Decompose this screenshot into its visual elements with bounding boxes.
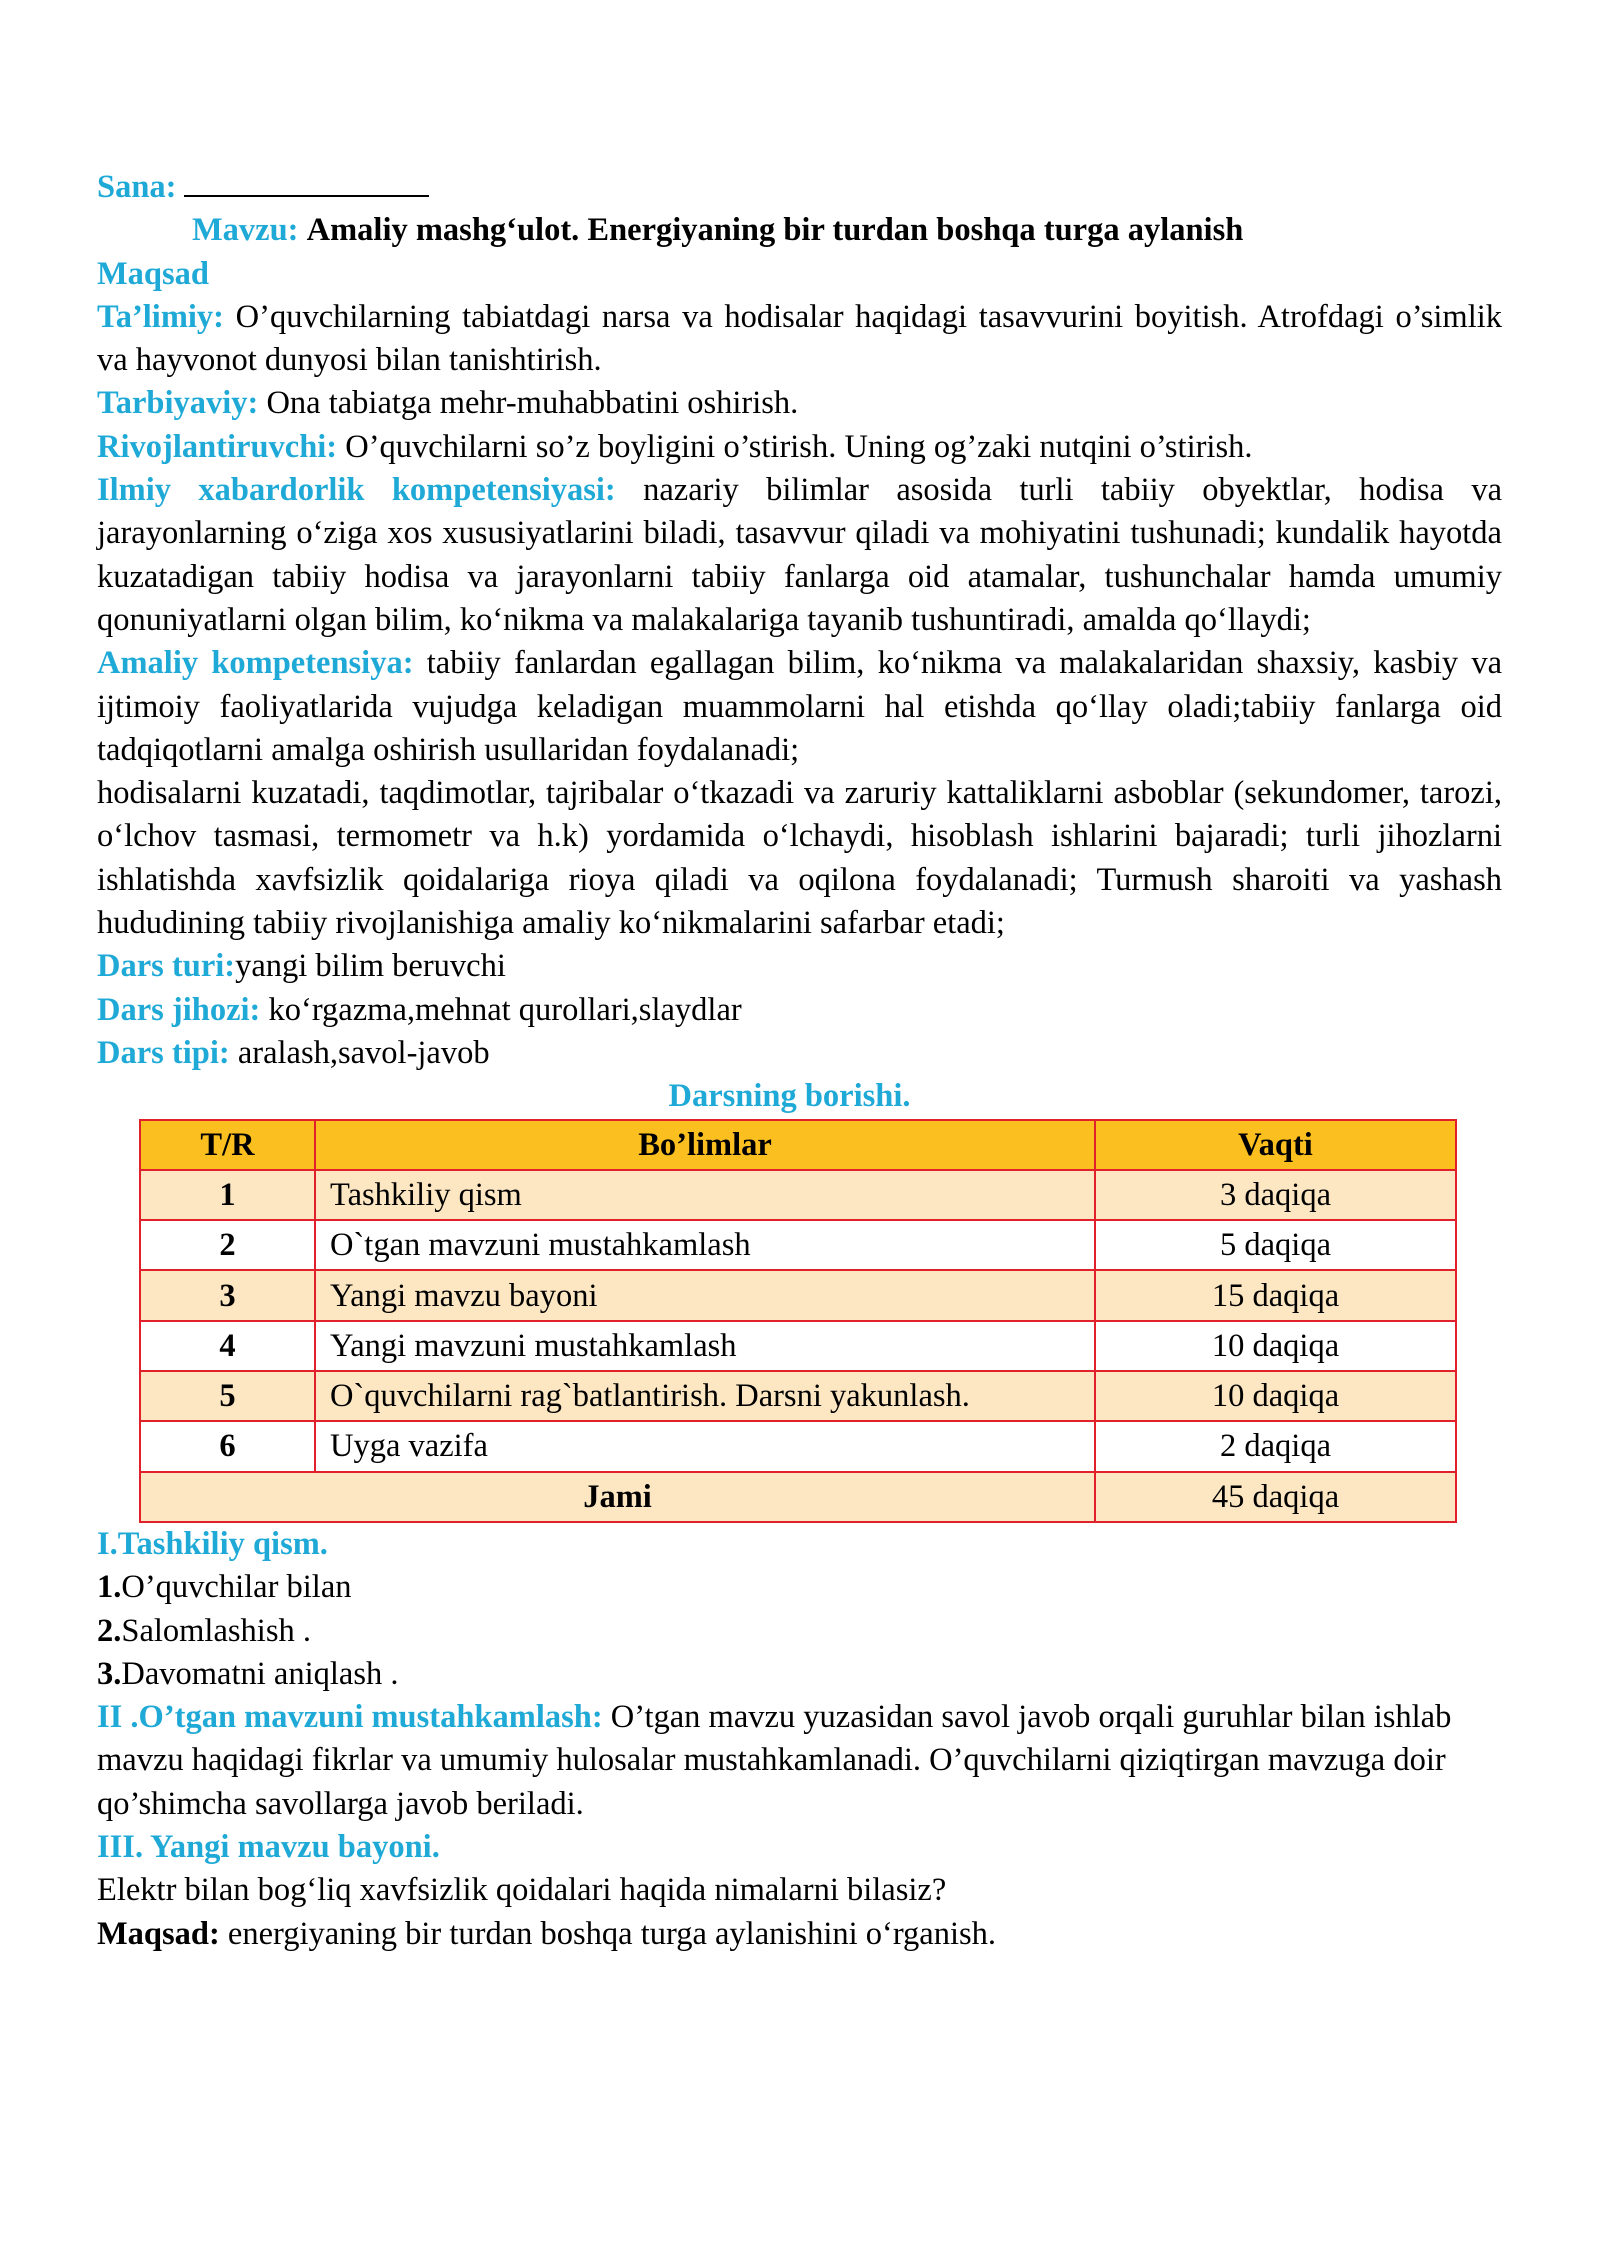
- educational-goal: [97, 296, 1502, 383]
- table-total-row: [140, 1472, 1456, 1522]
- list-item-text: Davomatni aniqlash .: [121, 1655, 399, 1692]
- part3-question: Elektr bilan bog‘liq xavfsizlik qoidalari haqida nimalarni bilasiz?: [97, 1872, 947, 1909]
- part2-paragraph: [97, 1696, 1502, 1826]
- topic-title: Amaliy mashg‘ulot. Energiyaning bir turdan boshqa turga aylanish: [306, 212, 1244, 249]
- lesson-flow-heading: Darsning borishi.: [668, 1078, 911, 1115]
- row-number: 6: [140, 1421, 315, 1471]
- scientific-competence: [97, 469, 1502, 642]
- date-line: [97, 165, 1502, 209]
- upbringing-goal: [97, 382, 1502, 425]
- table-row: [140, 1371, 1456, 1421]
- col-header-time: Vaqti: [1095, 1120, 1456, 1170]
- row-number: 3: [140, 1270, 315, 1320]
- total-label: Jami: [140, 1472, 1095, 1522]
- date-blank: [184, 165, 429, 197]
- row-number: 1: [140, 1170, 315, 1220]
- part3-goal: [97, 1913, 1502, 1956]
- list-item-number: 3.: [97, 1655, 122, 1692]
- table-row: [140, 1421, 1456, 1471]
- list-item-number: 1.: [97, 1569, 122, 1606]
- practical-competence-text-1: tabiiy fanlardan egallagan bilim, ko‘nikma va malakalaridan shaxsiy, kasbiy va ijtimoiy faoliyatlarida vujudga keladigan muammolarni hal etishda qo‘llay oladi;tabiiy fanlarga oid tadqiqotlarni amalga oshirish usullaridan foydalanadi;: [97, 645, 1503, 768]
- lesson-type-text: yangi bilim beruvchi: [235, 948, 506, 985]
- lesson-type-label: Dars turi:: [97, 948, 236, 985]
- row-section: O`tgan mavzuni mustahkamlash: [315, 1220, 1095, 1270]
- lesson-plan-page: [97, 165, 1502, 1956]
- table-row: [140, 1321, 1456, 1371]
- part3-goal-text: energiyaning bir turdan boshqa turga aylanishini o‘rganish.: [227, 1915, 997, 1952]
- upbringing-goal-text: Ona tabiatga mehr-muhabbatini oshirish.: [266, 385, 799, 422]
- row-section: Yangi mavzu bayoni: [315, 1270, 1095, 1320]
- lesson-equipment: [97, 989, 1502, 1032]
- topic-label: Mavzu:: [192, 212, 299, 249]
- row-time: 3 daqiqa: [1095, 1170, 1456, 1220]
- part3-goal-label: Maqsad:: [97, 1915, 220, 1952]
- row-section: Tashkiliy qism: [315, 1170, 1095, 1220]
- practical-competence: [97, 642, 1502, 772]
- educational-goal-text: O’quvchilarning tabiatdagi narsa va hodisalar haqidagi tasavvurini boyitish. Atrofdagi o’simlik va hayvonot dunyosi bilan tanishtirish.: [97, 298, 1502, 379]
- part2-text: O’tgan mavzu yuzasidan savol javob orqali guruhlar bilan ishlab mavzu haqidagi fikrlar va umumiy hulosalar mustahkamlanadi. O’quvchilarni qiziqtirgan mavzuga doir qo’shimcha savollarga javob beriladi.: [97, 1699, 1452, 1822]
- lesson-plan-table: [139, 1119, 1457, 1523]
- row-section: O`quvchilarni rag`batlantirish. Darsni yakunlash.: [315, 1371, 1095, 1421]
- lesson-type: [97, 945, 1502, 988]
- developmental-goal: [97, 426, 1502, 469]
- list-item-text: Salomlashish .: [121, 1612, 311, 1649]
- table-row: [140, 1270, 1456, 1320]
- row-section: Uyga vazifa: [315, 1421, 1095, 1471]
- scientific-competence-label: Ilmiy xabardorlik kompetensiyasi:: [97, 472, 616, 509]
- part3-heading: III. Yangi mavzu bayoni.: [97, 1828, 440, 1865]
- scientific-competence-text: nazariy bilimlar asosida turli tabiiy obyektlar, hodisa va jarayonlarning o‘ziga xos xususiyatlarini biladi, tasavvur qiladi va mohiyatini tushunadi; kundalik hayotda kuzatadigan tabiiy hodisa va jarayonlarni tabiiy fanlarga oid atamalar, tushunchalar hamda umumiy qonuniyatlarni olgan bilim, ko‘nikma va malakalariga tayanib tushuntiradi, amalda qo‘llaydi;: [97, 472, 1503, 638]
- educational-goal-label: Ta’limiy:: [97, 298, 225, 335]
- goal-heading: Maqsad: [97, 255, 209, 292]
- col-header-sections: Bo’limlar: [315, 1120, 1095, 1170]
- list-item: [97, 1653, 1502, 1696]
- part2-label: II .O’tgan mavzuni mustahkamlash:: [97, 1699, 603, 1736]
- row-time: 10 daqiqa: [1095, 1321, 1456, 1371]
- lesson-equipment-label: Dars jihozi:: [97, 991, 261, 1028]
- row-number: 5: [140, 1371, 315, 1421]
- lesson-kind: [97, 1032, 1502, 1075]
- developmental-goal-text: O’quvchilarni so’z boyligini o’stirish. Uning og’zaki nutqini o’stirish.: [345, 428, 1253, 465]
- part1-heading: I.Tashkiliy qism.: [97, 1525, 328, 1562]
- developmental-goal-label: Rivojlantiruvchi:: [97, 428, 338, 465]
- date-label: Sana:: [97, 169, 177, 205]
- list-item: [97, 1566, 1502, 1609]
- table-row: [140, 1220, 1456, 1270]
- lesson-equipment-text: ko‘rgazma,mehnat qurollari,slaydlar: [268, 991, 742, 1028]
- list-item-number: 2.: [97, 1612, 122, 1649]
- practical-competence-label: Amaliy kompetensiya:: [97, 645, 414, 682]
- col-header-number: T/R: [140, 1120, 315, 1170]
- row-time: 2 daqiqa: [1095, 1421, 1456, 1471]
- row-time: 5 daqiqa: [1095, 1220, 1456, 1270]
- upbringing-goal-label: Tarbiyaviy:: [97, 385, 259, 422]
- table-row: [140, 1170, 1456, 1220]
- row-time: 15 daqiqa: [1095, 1270, 1456, 1320]
- total-time: 45 daqiqa: [1095, 1472, 1456, 1522]
- practical-competence-continued: [97, 772, 1502, 945]
- row-section: Yangi mavzuni mustahkamlash: [315, 1321, 1095, 1371]
- lesson-kind-label: Dars tipi:: [97, 1034, 230, 1071]
- list-item-text: O’quvchilar bilan: [121, 1569, 352, 1606]
- row-time: 10 daqiqa: [1095, 1371, 1456, 1421]
- practical-competence-text-2: hodisalarni kuzatadi, taqdimotlar, tajribalar o‘tkazadi va zaruriy kattaliklarni asboblar (sekundomer, tarozi, o‘lchov tasmasi, termometr va h.k) yordamida o‘lchaydi, hisoblash ishlarini bajaradi; turli jihozlarni ishlatishda xavfsizlik qoidalariga rioya qiladi va oqilona foydalanadi; Turmush sharoiti va yashash hududining tabiiy rivojlanishiga amaliy ko‘nikmalarini safarbar etadi;: [97, 775, 1502, 942]
- topic-line: [97, 209, 1502, 252]
- row-number: 2: [140, 1220, 315, 1270]
- table-header-row: [140, 1120, 1456, 1170]
- list-item: [97, 1610, 1502, 1653]
- row-number: 4: [140, 1321, 315, 1371]
- lesson-kind-text: aralash,savol-javob: [237, 1034, 490, 1071]
